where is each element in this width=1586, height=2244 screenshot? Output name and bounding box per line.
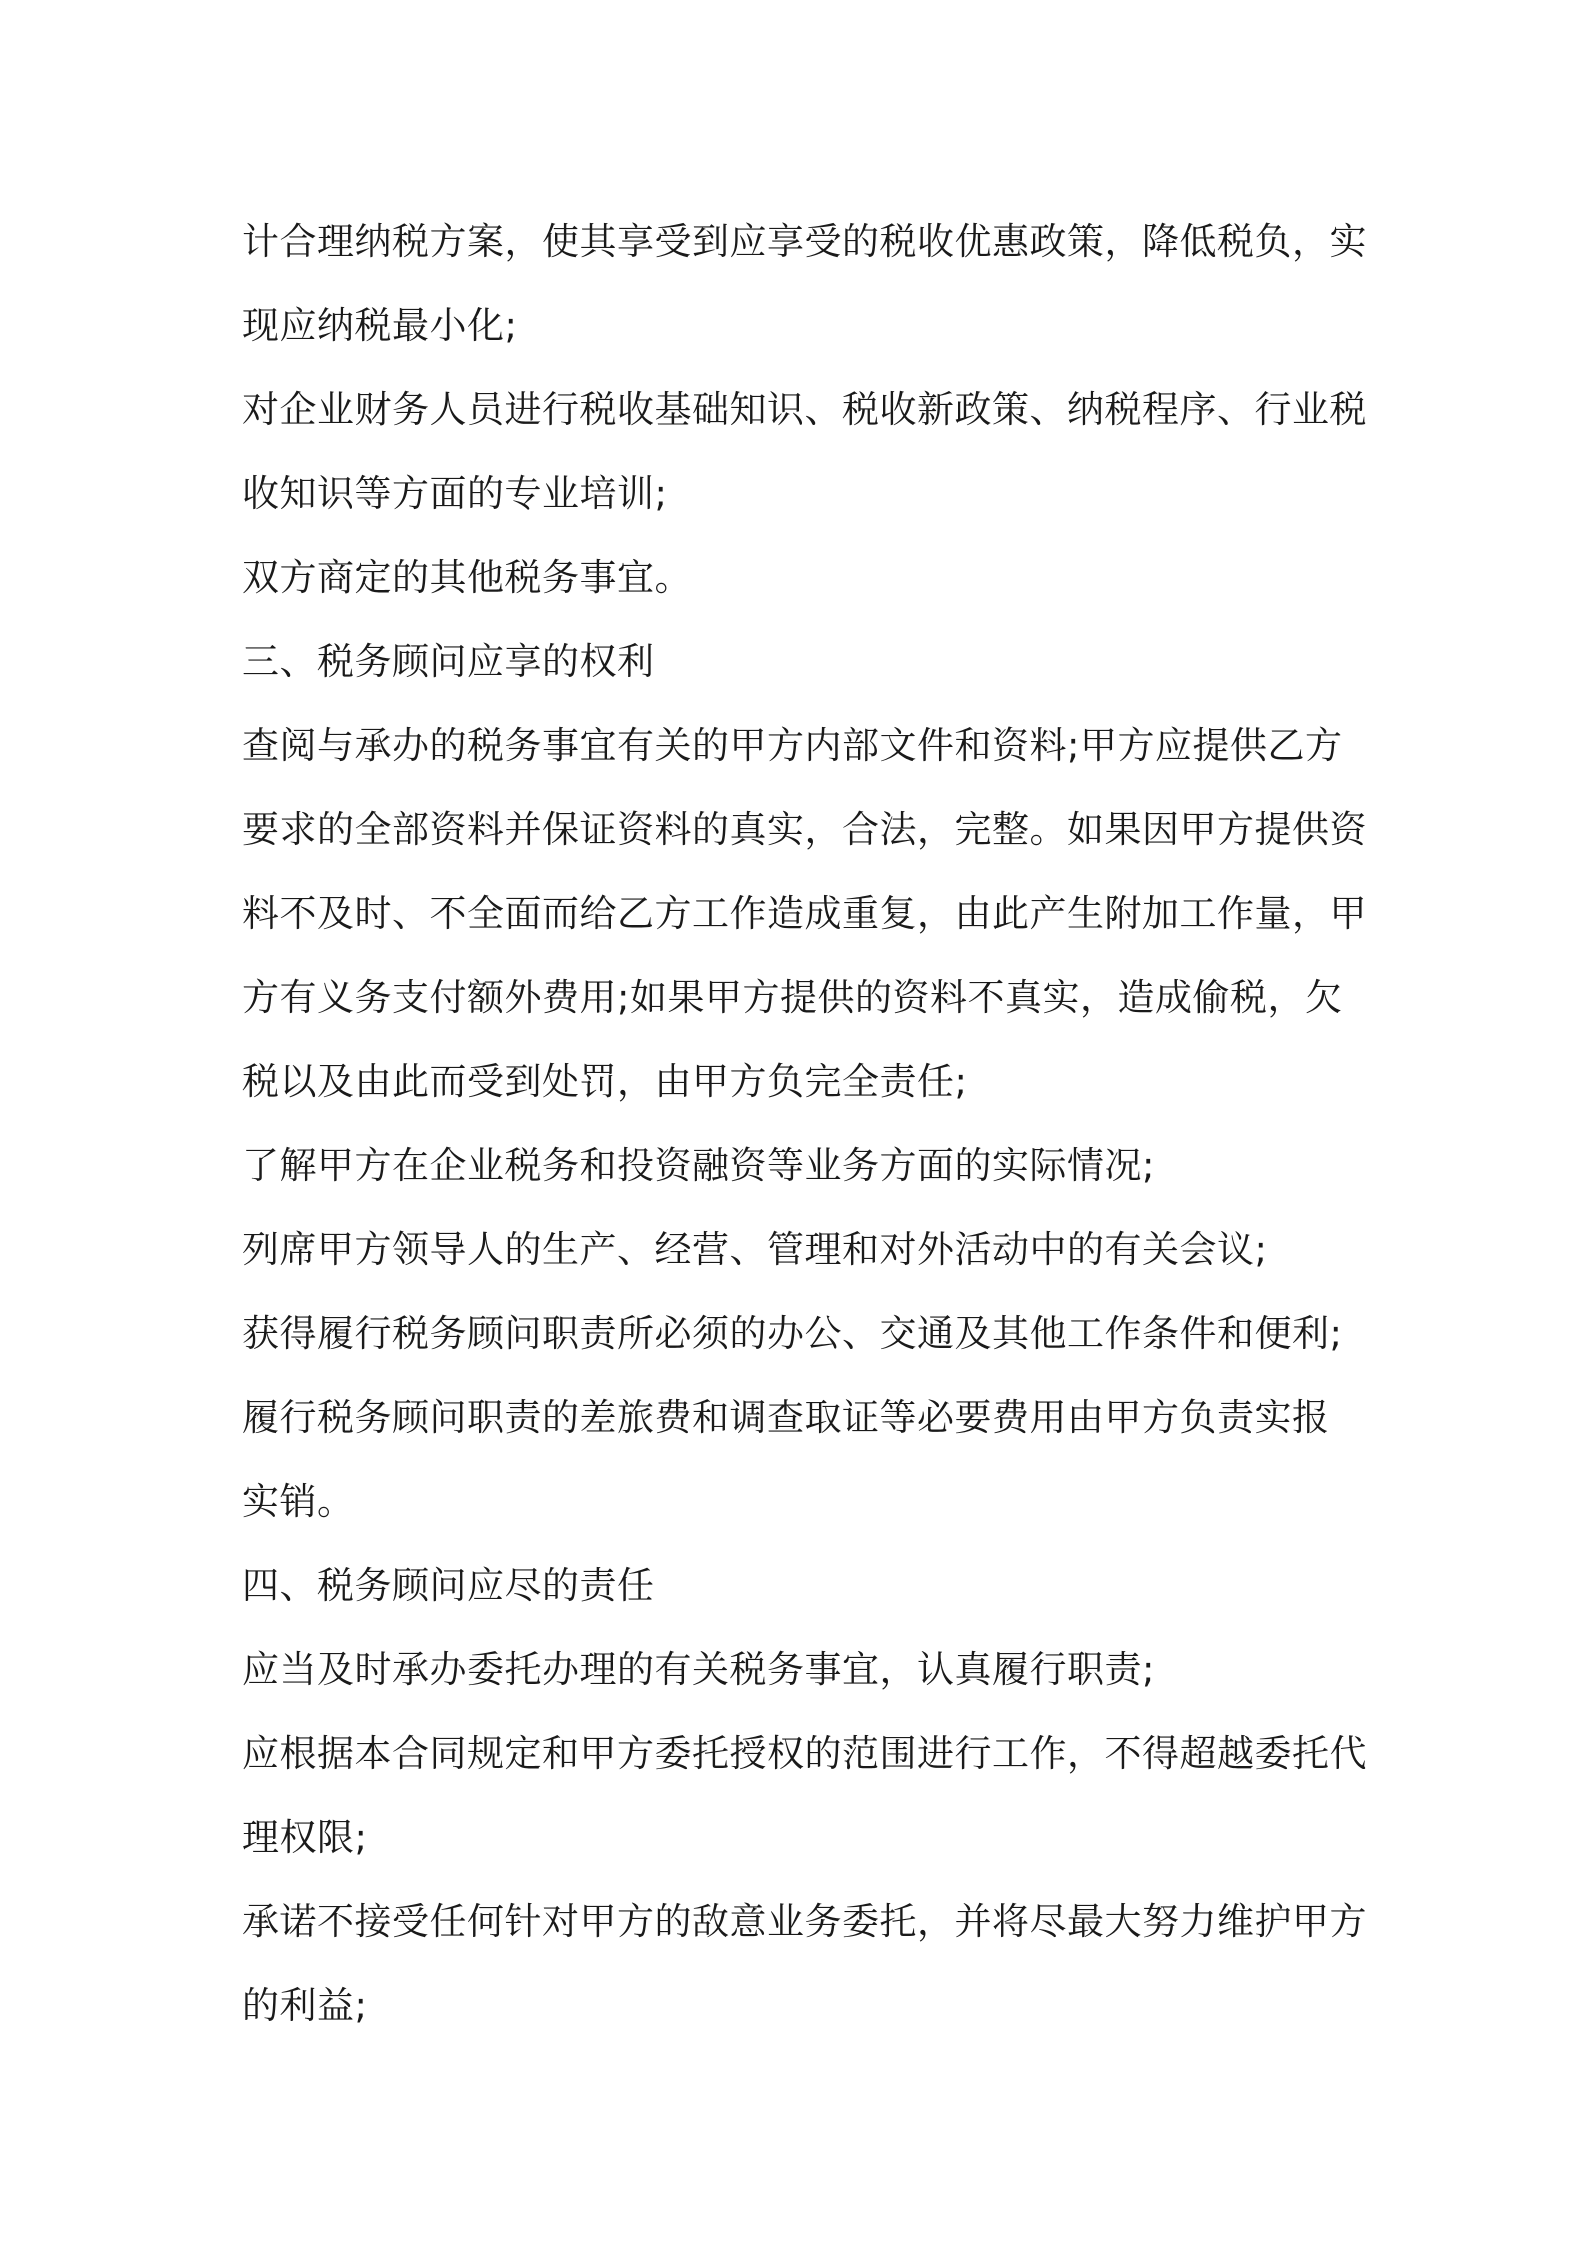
body-text-line: 实销。 [242, 1480, 355, 1523]
body-text-line: 获得履行税务顾问职责所必须的办公、交通及其他工作条件和便利; [242, 1312, 1343, 1355]
body-text-line: 料不及时、不全面而给乙方工作造成重复，由此产生附加工作量，甲 [242, 892, 1367, 935]
body-text-line: 列席甲方领导人的生产、经营、管理和对外活动中的有关会议; [242, 1228, 1268, 1271]
body-text-line: 对企业财务人员进行税收基础知识、税收新政策、纳税程序、行业税 [242, 388, 1367, 431]
body-text-line: 计合理纳税方案，使其享受到应享受的税收优惠政策，降低税负，实 [242, 220, 1367, 263]
body-text-line: 收知识等方面的专业培训; [242, 472, 668, 515]
section-heading: 三、税务顾问应享的权利 [242, 640, 655, 683]
body-text-line: 的利益; [242, 1984, 368, 2027]
body-text-line: 应根据本合同规定和甲方委托授权的范围进行工作，不得超越委托代 [242, 1732, 1367, 1775]
body-text-line: 查阅与承办的税务事宜有关的甲方内部文件和资料;甲方应提供乙方 [242, 724, 1343, 767]
body-text-line: 双方商定的其他税务事宜。 [242, 556, 692, 599]
body-text-line: 要求的全部资料并保证资料的真实，合法，完整。如果因甲方提供资 [242, 808, 1367, 851]
body-text-line: 方有义务支付额外费用;如果甲方提供的资料不真实，造成偷税，欠 [242, 976, 1343, 1019]
section-heading: 四、税务顾问应尽的责任 [242, 1564, 655, 1607]
body-text-line: 现应纳税最小化; [242, 304, 518, 347]
body-text-line: 承诺不接受任何针对甲方的敌意业务委托，并将尽最大努力维护甲方 [242, 1900, 1367, 1943]
document-body [242, 200, 1367, 2048]
body-text-line: 理权限; [242, 1816, 368, 1859]
body-text-line: 应当及时承办委托办理的有关税务事宜，认真履行职责; [242, 1648, 1155, 1691]
body-text-line: 履行税务顾问职责的差旅费和调查取证等必要费用由甲方负责实报 [242, 1396, 1330, 1439]
body-text-line: 税以及由此而受到处罚，由甲方负完全责任; [242, 1060, 968, 1103]
body-text-line: 了解甲方在企业税务和投资融资等业务方面的实际情况; [242, 1144, 1155, 1187]
